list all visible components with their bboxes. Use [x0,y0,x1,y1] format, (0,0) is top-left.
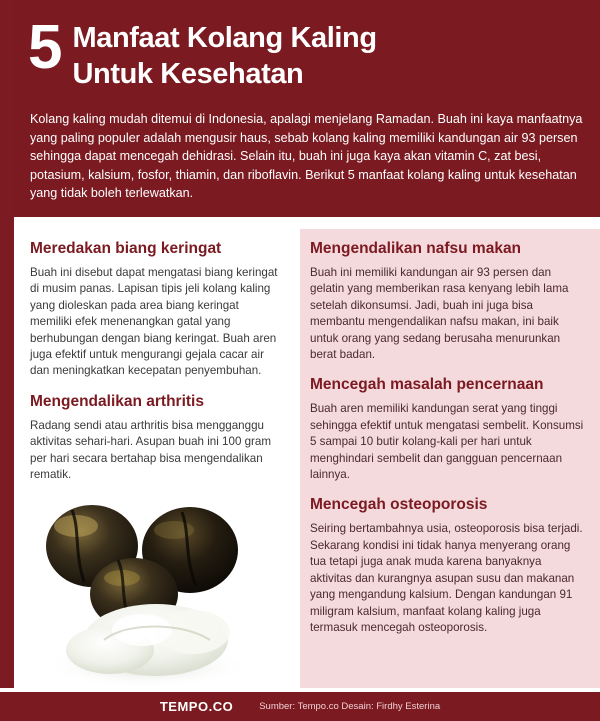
right-column [300,229,600,692]
section-title-mengendalikan-nafsu-makan: Mengendalikan nafsu makan [310,240,522,257]
headline-title-wrap [72,10,376,92]
section-body-meredakan-biang-keringat: Buah ini disebut dapat mengatasi biang keringat di musim panas. Lapisan tipis jeli kolang kaling yang dioleskan pada area biang keringat memiliki efek menenangkan gatal yang berhubungan dengan biang keringat. Buah aren juga efektif untuk mengurangi gejala cacar air dan meningkatkan kecepatan penyembuhan. [30,266,278,378]
section-body-mengendalikan-arthritis: Radang sendi atau arthritis bisa mengganggu aktivitas sehari-hari. Asupan buah ini 100 gram per hari secara bertahap bisa mengendalikan rematik. [30,418,272,482]
section-title-mengendalikan-arthritis: Mengendalikan arthritis [30,392,204,410]
left-column [20,229,292,495]
section-body-mencegah-masalah-pencernaan: Buah aren memiliki kandungan serat yang tinggi sehingga efektif untuk mengatasi sembelit. Konsumsi 5 sampai 10 butir kolang-kali per hari untuk menghindari sembelit dan gangguan pencernaan lainnya. [310,402,584,482]
kolang-kaling-photo [14,490,284,688]
headline-number: 5 [28,13,61,82]
section-body-mencegah-osteoporosis: Seiring bertambahnya usia, osteoporosis bisa terjadi. Sekarang kondisi ini tidak hanya menyerang orang tua tetapi juga anak muda karena banyaknya aktivitas dan kurangnya asupan susu dan makanan yang mengandung kalsium. Dengan kandungan 91 miligram kalsium, manfaat kolang kaling juga termasuk mencegah osteoporosis. [310,522,583,634]
poster-header [14,0,600,100]
footer-credit: Sumber: Tempo.co Desain: Firdhy Esterina [259,701,441,712]
headline-title-line-1: Manfaat Kolang Kaling [72,22,377,54]
section-title-mencegah-osteoporosis: Mencegah osteoporosis [310,496,488,514]
poster-footer [0,692,600,721]
section-title-mencegah-masalah-pencernaan: Mencegah masalah pencernaan [310,376,544,394]
intro-paragraph: Kolang kaling mudah ditemui di Indonesia, apalagi menjelang Ramadan. Buah ini kaya manfaatnya yang paling populer adalah mengusir haus, sebab kolang kaling memiliki kandungan air 93 persen sehingga dapat mencegah dehidrasi. Selain itu, buah ini juga kaya akan vitamin C, zat besi, potasium, kalsium, fosfor, thiamin, dan riboflavin. Berikut 5 manfaat kolang kaling untuk kesehatan yang tidak boleh terlewatkan. [14,100,600,217]
kolang-kaling-illustration [14,490,284,688]
left-accent-band [0,0,14,721]
tempo-logo: TEMPO.CO [159,699,234,714]
headline-title-line-2: Untuk Kesehatan [72,58,304,90]
section-title-meredakan-biang-keringat: Meredakan biang keringat [30,240,222,257]
section-body-mengendalikan-nafsu-makan: Buah ini memiliki kandungan air 93 persen dan gelatin yang memberikan rasa kenyang lebih lama setelah dikonsumsi. Jadi, buah ini juga bisa membantu mengendalikan nafsu makan, ini baik untuk orang yang sedang berusaha menurunkan berat badan. [310,266,569,362]
